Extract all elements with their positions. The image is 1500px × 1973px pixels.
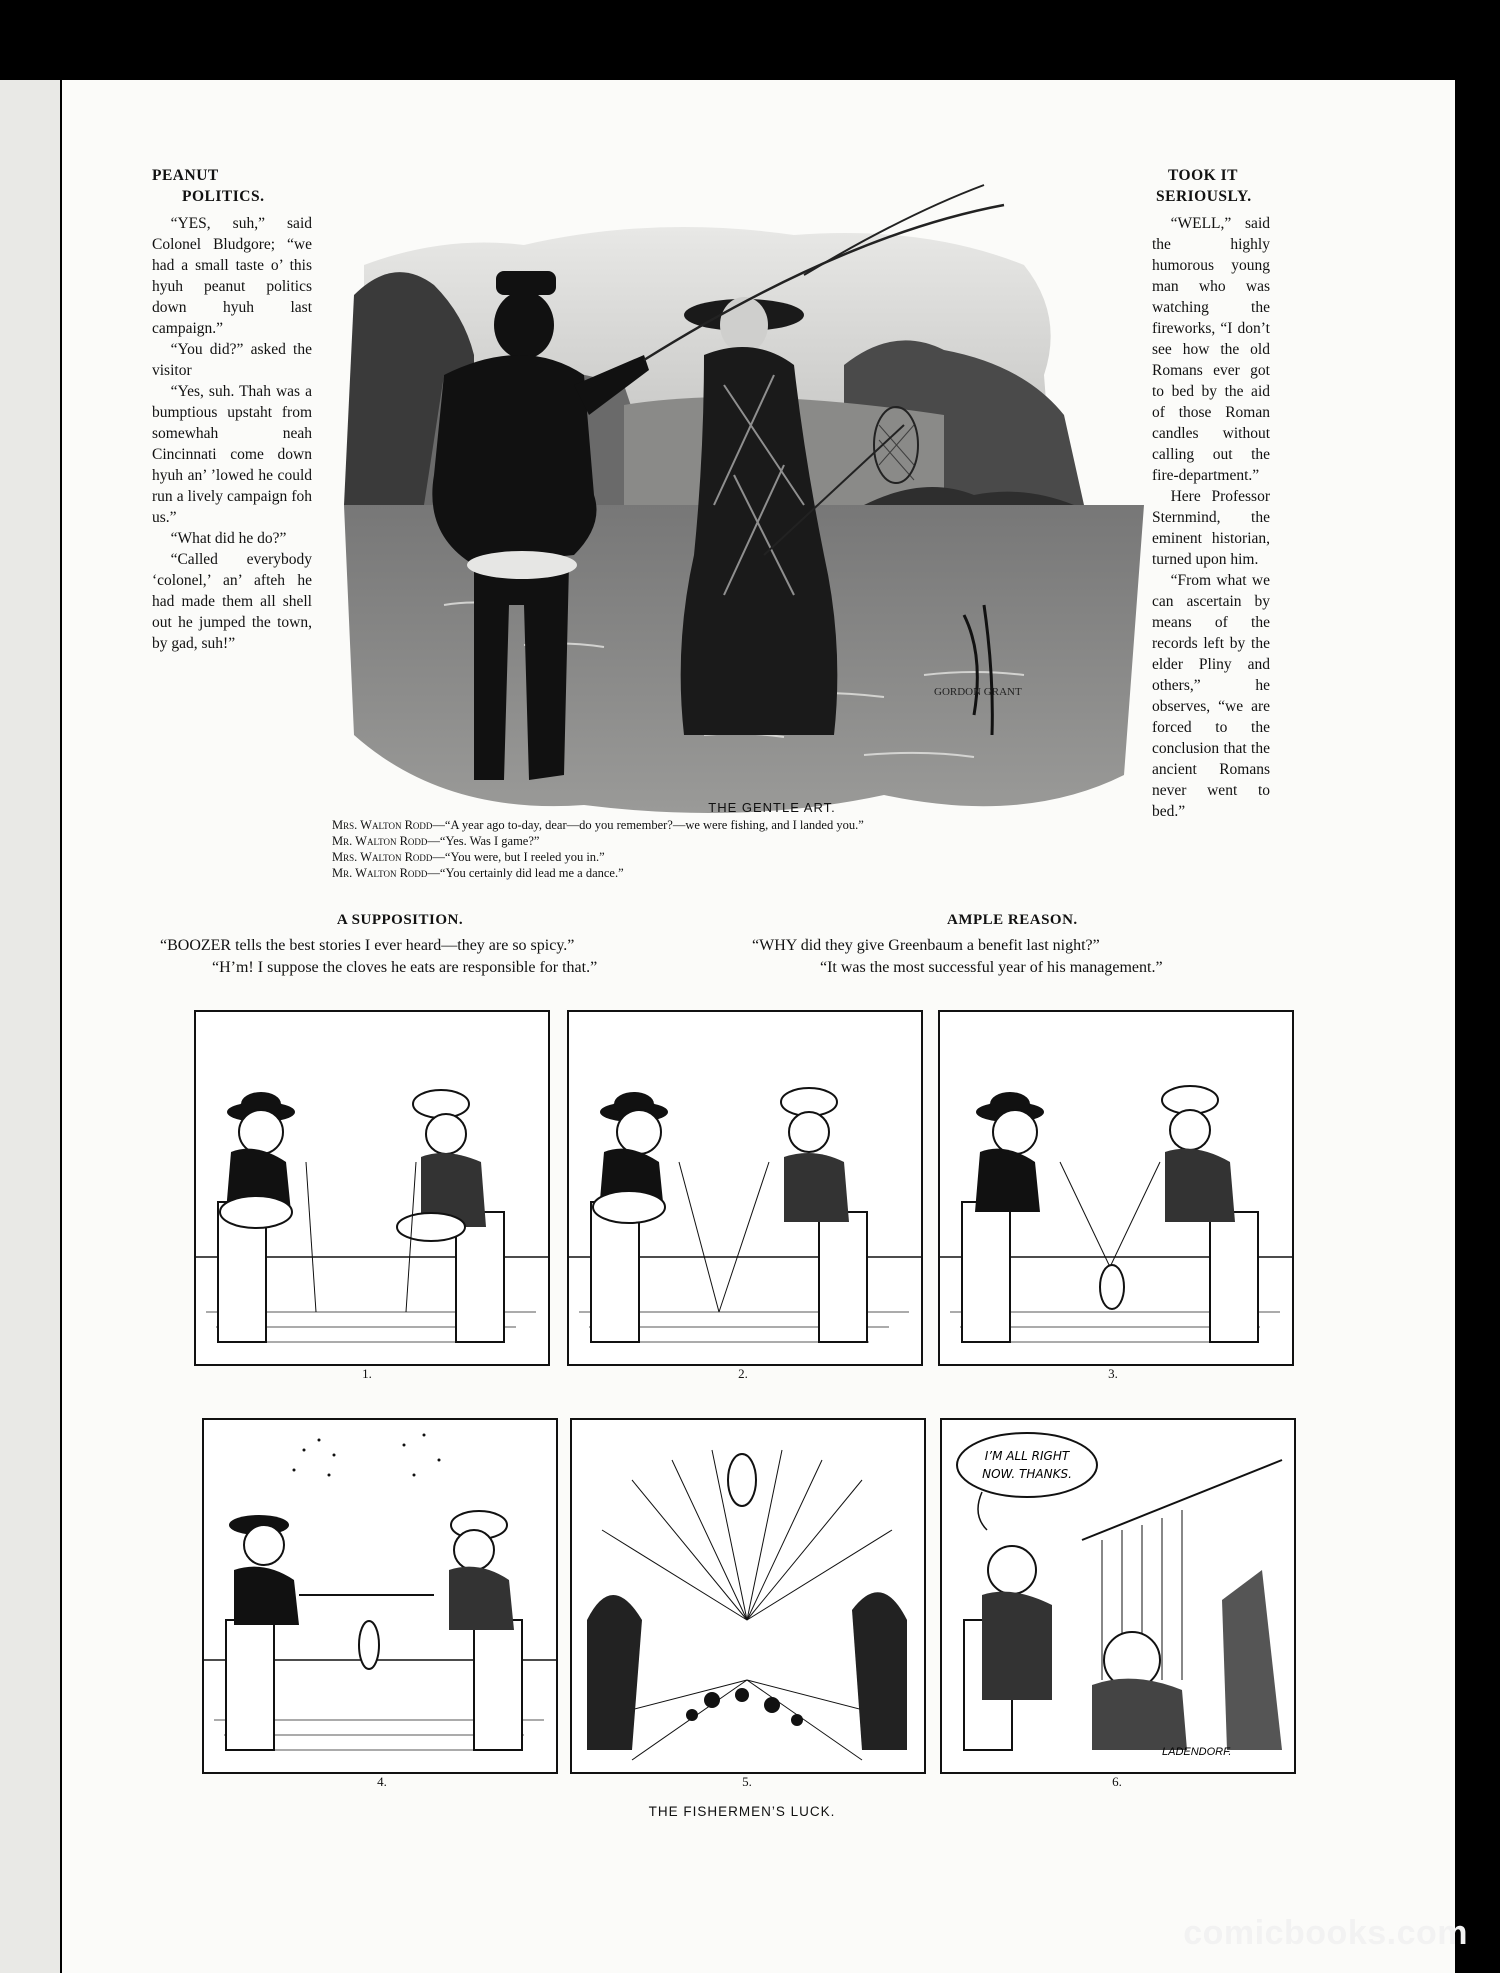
joke-line: “WHY did they give Greenbaum a benefit last night?” <box>752 937 1100 954</box>
caption-title: THE GENTLE ART. <box>708 800 836 815</box>
panel-number: 2. <box>738 1366 748 1381</box>
panel-number: 5. <box>742 1774 752 1789</box>
speaker: Mr. Walton Rodd <box>332 834 428 848</box>
comic-panel-2 <box>567 1010 923 1366</box>
caption-dialogue <box>332 817 1172 881</box>
article-body <box>1152 213 1270 822</box>
dialogue-text: —“A year ago to-day, dear—do you remember?—we were fishing, and I landed you.” <box>432 818 864 832</box>
speech-text: I’M ALL RIGHT <box>984 1449 1070 1463</box>
comic-panel-3 <box>938 1010 1294 1366</box>
dialogue-text: —“You were, but I reeled you in.” <box>432 850 605 864</box>
paragraph: “You did?” asked the visitor <box>152 341 312 379</box>
gentle-art-caption <box>332 800 1172 881</box>
paragraph: “Yes, suh. Thah was a bumptious upstaht from somewhah neah Cincinnati come down hyuh an’ ’lowed he could run a lively campaign foh us.” <box>152 383 312 526</box>
joke-title: AMPLE REASON. <box>947 912 1078 928</box>
illustration-fishing-couple <box>324 175 1154 885</box>
article-heading: POLITICS. <box>182 188 265 205</box>
speech-bubble <box>957 1433 1097 1497</box>
speaker: Mrs. Walton Rodd <box>332 850 433 864</box>
paragraph: Here Professor Sternmind, the eminent historian, turned upon him. <box>1152 488 1270 568</box>
paragraph: “From what we can ascertain by means of the records left by the elder Pliny and others,” he observes, “we are forced to the conclusion that the ancient Romans never went to bed.” <box>1152 572 1270 820</box>
joke-line: “BOOZER tells the best stories I ever heard—they are so spicy.” <box>160 937 575 954</box>
artist-signature: LADENDORF. <box>1162 1746 1232 1758</box>
dialogue-line <box>332 817 1172 833</box>
article-heading: PEANUT <box>152 167 219 184</box>
panel-number: 4. <box>377 1774 387 1789</box>
panel-number: 6. <box>1112 1774 1122 1789</box>
paragraph: “Called everybody ‘colonel,’ an’ afteh he had made them all shell out he jumped the town, by gad, suh!” <box>152 551 312 652</box>
speaker: Mrs. Walton Rodd <box>332 818 433 832</box>
dialogue-line <box>332 849 1172 865</box>
magazine-page <box>62 80 1455 1973</box>
paragraph: “WELL,” said the highly humorous young man who was watching the fireworks, “I don’t see how the old Romans ever got to bed by the aid of those Roman candles without calling out the fire-department.” <box>1152 215 1270 484</box>
panel-drawing <box>942 1420 1294 1772</box>
ample-reason-joke <box>752 910 1272 979</box>
speaker: Mr. Walton Rodd <box>332 866 428 880</box>
comic-panel-6 <box>940 1418 1296 1774</box>
panel-number: 3. <box>1108 1366 1118 1381</box>
joke-title: A SUPPOSITION. <box>336 912 464 928</box>
joke-line: “H’m! I suppose the cloves he eats are responsible for that.” <box>212 959 598 976</box>
dialogue-text: —“You certainly did lead me a dance.” <box>427 866 624 880</box>
comic-panel-5 <box>570 1418 926 1774</box>
panel-drawing <box>569 1012 921 1364</box>
site-watermark: comicbooks.com <box>1183 1914 1468 1952</box>
joke-line: “It was the most successful year of his management.” <box>820 959 1163 976</box>
panel-drawing <box>572 1420 924 1772</box>
comic-panel-4 <box>202 1418 558 1774</box>
panel-drawing <box>204 1420 556 1772</box>
panel-number: 1. <box>362 1366 372 1381</box>
comic-panel-1 <box>194 1010 550 1366</box>
previous-page-edge <box>0 80 60 1973</box>
supposition-joke <box>160 910 640 979</box>
peanut-politics-article <box>152 165 312 654</box>
paragraph: “YES, suh,” said Colonel Bludgore; “we had a small taste o’ this hyuh peanut politics down hyuh last campaign.” <box>152 215 312 337</box>
article-heading: TOOK IT <box>1168 167 1238 184</box>
speech-text: NOW. THANKS. <box>982 1467 1072 1481</box>
dialogue-text: —“Yes. Was I game?” <box>427 834 540 848</box>
paragraph: “What did he do?” <box>170 530 287 547</box>
dialogue-line <box>332 865 1172 881</box>
panel-drawing <box>196 1012 548 1364</box>
panel-drawing <box>940 1012 1292 1364</box>
artist-signature: GORDON GRANT <box>934 686 1022 698</box>
took-it-seriously-article <box>1152 165 1270 822</box>
comic-title: THE FISHERMEN’S LUCK. <box>648 1804 836 1819</box>
article-body <box>152 213 312 654</box>
article-heading: SERIOUSLY. <box>1156 188 1252 205</box>
dialogue-line <box>332 833 1172 849</box>
gentle-art-illustration <box>324 175 1154 885</box>
